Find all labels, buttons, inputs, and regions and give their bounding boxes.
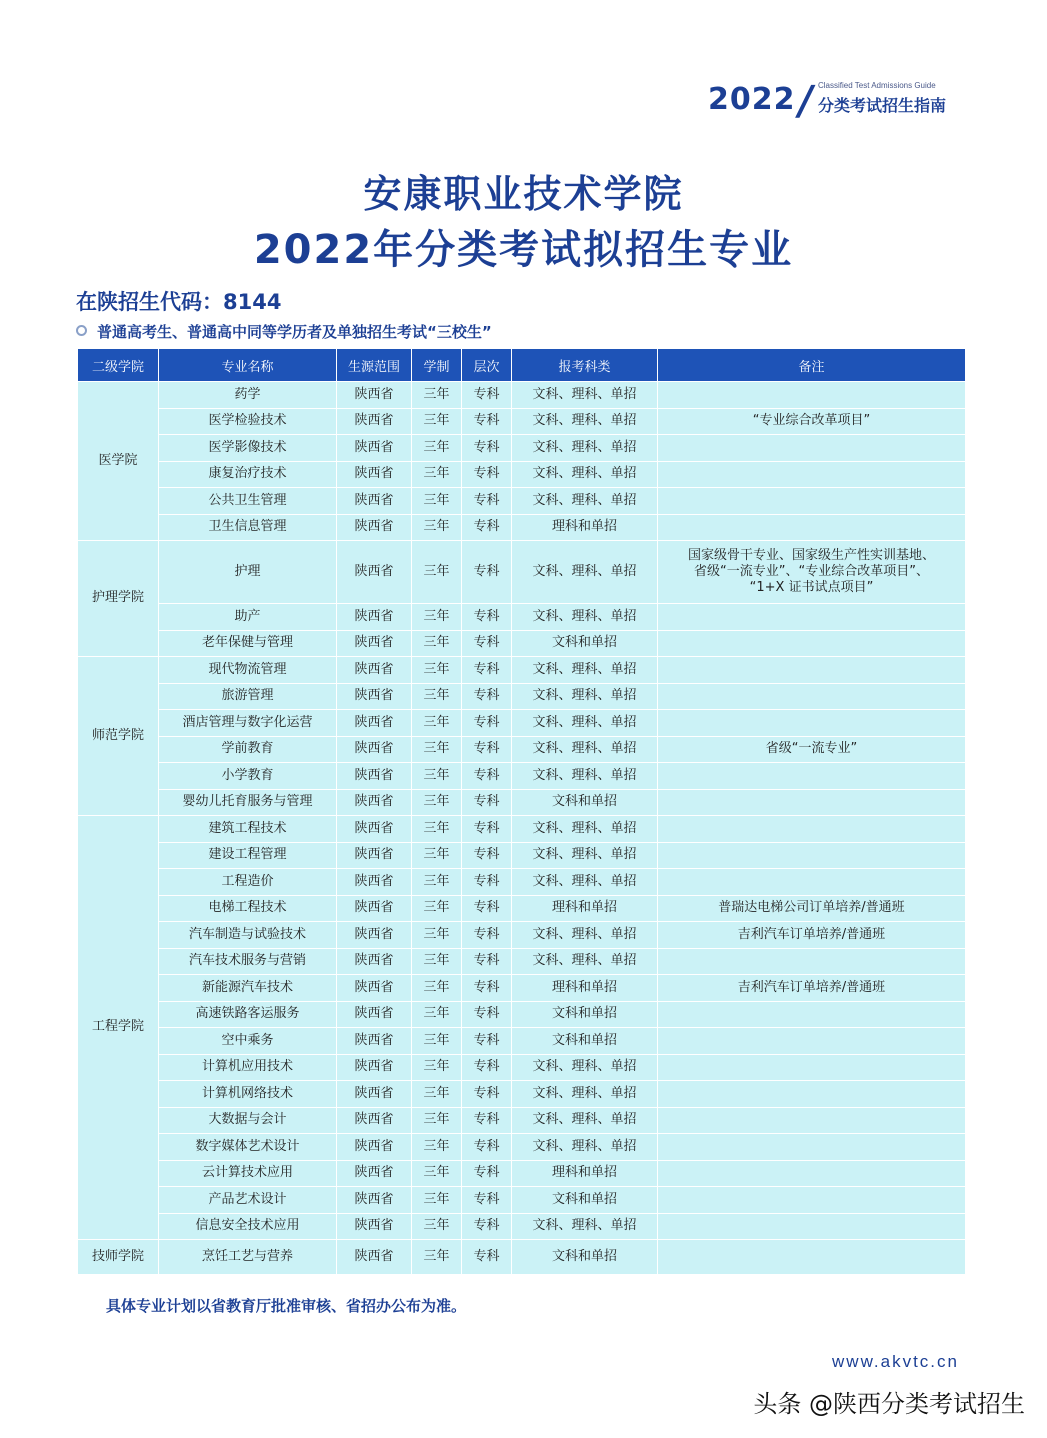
note-cell bbox=[658, 1107, 966, 1134]
note-cell bbox=[658, 435, 966, 462]
level-cell: 专科 bbox=[462, 1054, 512, 1081]
subjects-cell: 文科、理科、单招 bbox=[512, 1134, 658, 1161]
note-cell: 吉利汽车订单培养/普通班 bbox=[658, 975, 966, 1002]
level-cell: 专科 bbox=[462, 514, 512, 541]
note-cell bbox=[658, 461, 966, 488]
level-cell: 专科 bbox=[462, 604, 512, 631]
brand-year: 2022 bbox=[708, 82, 796, 117]
subjects-cell: 文科和单招 bbox=[512, 1187, 658, 1214]
table-row bbox=[78, 657, 966, 684]
years-cell: 三年 bbox=[412, 1107, 462, 1134]
table-row bbox=[78, 630, 966, 657]
level-cell: 专科 bbox=[462, 408, 512, 435]
scope-cell: 陕西省 bbox=[337, 683, 412, 710]
level-cell: 专科 bbox=[462, 461, 512, 488]
level-cell: 专科 bbox=[462, 1001, 512, 1028]
table-row bbox=[78, 408, 966, 435]
subjects-cell: 文科、理科、单招 bbox=[512, 763, 658, 790]
subjects-cell: 文科、理科、单招 bbox=[512, 1081, 658, 1108]
note-cell bbox=[658, 1240, 966, 1275]
major-cell: 大数据与会计 bbox=[159, 1107, 337, 1134]
subjects-cell: 文科、理科、单招 bbox=[512, 710, 658, 737]
years-cell: 三年 bbox=[412, 948, 462, 975]
table-row bbox=[78, 948, 966, 975]
subjects-cell: 文科和单招 bbox=[512, 789, 658, 816]
years-cell: 三年 bbox=[412, 1187, 462, 1214]
subjects-cell: 文科和单招 bbox=[512, 630, 658, 657]
table-row bbox=[78, 922, 966, 949]
note-cell bbox=[658, 710, 966, 737]
subjects-cell: 文科、理科、单招 bbox=[512, 816, 658, 843]
level-cell: 专科 bbox=[462, 1160, 512, 1187]
years-cell: 三年 bbox=[412, 514, 462, 541]
subjects-cell: 文科、理科、单招 bbox=[512, 541, 658, 604]
level-cell: 专科 bbox=[462, 1213, 512, 1240]
subjects-cell: 文科和单招 bbox=[512, 1001, 658, 1028]
table-row bbox=[78, 604, 966, 631]
years-cell: 三年 bbox=[412, 461, 462, 488]
major-cell: 康复治疗技术 bbox=[159, 461, 337, 488]
level-cell: 专科 bbox=[462, 657, 512, 684]
table-row bbox=[78, 1081, 966, 1108]
major-cell: 建筑工程技术 bbox=[159, 816, 337, 843]
table-row bbox=[78, 789, 966, 816]
table-row bbox=[78, 895, 966, 922]
major-cell: 医学检验技术 bbox=[159, 408, 337, 435]
years-cell: 三年 bbox=[412, 710, 462, 737]
table-row bbox=[78, 1160, 966, 1187]
table-row bbox=[78, 842, 966, 869]
note-cell bbox=[658, 1187, 966, 1214]
table-row bbox=[78, 1107, 966, 1134]
subjects-cell: 文科、理科、单招 bbox=[512, 683, 658, 710]
major-cell: 婴幼儿托育服务与管理 bbox=[159, 789, 337, 816]
note-cell bbox=[658, 1028, 966, 1055]
scope-cell: 陕西省 bbox=[337, 789, 412, 816]
subjects-cell: 理科和单招 bbox=[512, 1160, 658, 1187]
college-cell: 护理学院 bbox=[78, 541, 159, 657]
subjects-cell: 文科、理科、单招 bbox=[512, 435, 658, 462]
header-major: 专业名称 bbox=[159, 349, 337, 382]
bullet-icon bbox=[76, 325, 87, 336]
scope-cell: 陕西省 bbox=[337, 461, 412, 488]
years-cell: 三年 bbox=[412, 604, 462, 631]
subjects-cell: 文科、理科、单招 bbox=[512, 869, 658, 896]
years-cell: 三年 bbox=[412, 408, 462, 435]
scope-cell: 陕西省 bbox=[337, 1134, 412, 1161]
note-line: “1+X 证书试点项目” bbox=[749, 580, 874, 596]
note-cell bbox=[658, 1134, 966, 1161]
scope-cell: 陕西省 bbox=[337, 1240, 412, 1275]
note-line: 省级“一流专业”、“专业综合改革项目”、 bbox=[694, 563, 929, 579]
scope-cell: 陕西省 bbox=[337, 948, 412, 975]
years-cell: 三年 bbox=[412, 736, 462, 763]
header-subjects: 报考科类 bbox=[512, 349, 658, 382]
page-title-school: 安康职业技术学院 bbox=[363, 172, 684, 216]
website-url: www.akvtc.cn bbox=[832, 1352, 959, 1371]
major-cell: 公共卫生管理 bbox=[159, 488, 337, 515]
level-cell: 专科 bbox=[462, 842, 512, 869]
majors-table bbox=[77, 348, 966, 1275]
years-cell: 三年 bbox=[412, 1028, 462, 1055]
note-line: 国家级骨干专业、国家级生产性实训基地、 bbox=[687, 547, 935, 563]
level-cell: 专科 bbox=[462, 922, 512, 949]
scope-cell: 陕西省 bbox=[337, 816, 412, 843]
scope-cell: 陕西省 bbox=[337, 1001, 412, 1028]
header-scope: 生源范围 bbox=[337, 349, 412, 382]
subjects-cell: 文科、理科、单招 bbox=[512, 408, 658, 435]
years-cell: 三年 bbox=[412, 842, 462, 869]
note-cell bbox=[658, 630, 966, 657]
scope-cell: 陕西省 bbox=[337, 763, 412, 790]
table-row bbox=[78, 816, 966, 843]
years-cell: 三年 bbox=[412, 683, 462, 710]
subjects-cell: 文科、理科、单招 bbox=[512, 736, 658, 763]
years-cell: 三年 bbox=[412, 816, 462, 843]
source-watermark: 头条 @陕西分类考试招生 bbox=[753, 1390, 1025, 1418]
table-row bbox=[78, 435, 966, 462]
years-cell: 三年 bbox=[412, 1054, 462, 1081]
years-cell: 三年 bbox=[412, 922, 462, 949]
level-cell: 专科 bbox=[462, 710, 512, 737]
level-cell: 专科 bbox=[462, 948, 512, 975]
scope-cell: 陕西省 bbox=[337, 630, 412, 657]
subjects-cell: 文科、理科、单招 bbox=[512, 948, 658, 975]
major-cell: 医学影像技术 bbox=[159, 435, 337, 462]
level-cell: 专科 bbox=[462, 1134, 512, 1161]
table-row bbox=[78, 763, 966, 790]
note-cell bbox=[658, 382, 966, 409]
footer-note: 具体专业计划以省教育厅批准审核、省招办公布为准。 bbox=[106, 1297, 467, 1315]
scope-cell: 陕西省 bbox=[337, 869, 412, 896]
years-cell: 三年 bbox=[412, 382, 462, 409]
table-row bbox=[78, 1028, 966, 1055]
subjects-cell: 文科和单招 bbox=[512, 1028, 658, 1055]
major-cell: 现代物流管理 bbox=[159, 657, 337, 684]
major-cell: 药学 bbox=[159, 382, 337, 409]
major-cell: 数字媒体艺术设计 bbox=[159, 1134, 337, 1161]
major-cell: 旅游管理 bbox=[159, 683, 337, 710]
scope-cell: 陕西省 bbox=[337, 736, 412, 763]
table-header-row bbox=[78, 349, 966, 382]
table-row bbox=[78, 1134, 966, 1161]
scope-cell: 陕西省 bbox=[337, 1213, 412, 1240]
scope-cell: 陕西省 bbox=[337, 975, 412, 1002]
years-cell: 三年 bbox=[412, 975, 462, 1002]
scope-cell: 陕西省 bbox=[337, 842, 412, 869]
page-title-program: 2022年分类考试拟招生专业 bbox=[253, 227, 794, 273]
level-cell: 专科 bbox=[462, 763, 512, 790]
scope-cell: 陕西省 bbox=[337, 435, 412, 462]
subjects-cell: 理科和单招 bbox=[512, 895, 658, 922]
subjects-cell: 文科、理科、单招 bbox=[512, 382, 658, 409]
level-cell: 专科 bbox=[462, 975, 512, 1002]
majors-table-container bbox=[77, 348, 965, 1275]
table-row bbox=[78, 1240, 966, 1275]
table-row bbox=[78, 1187, 966, 1214]
table-row bbox=[78, 975, 966, 1002]
table-row bbox=[78, 683, 966, 710]
table-row bbox=[78, 541, 966, 604]
note-cell bbox=[658, 869, 966, 896]
scope-cell: 陕西省 bbox=[337, 514, 412, 541]
scope-cell: 陕西省 bbox=[337, 657, 412, 684]
years-cell: 三年 bbox=[412, 895, 462, 922]
level-cell: 专科 bbox=[462, 816, 512, 843]
years-cell: 三年 bbox=[412, 869, 462, 896]
major-cell: 护理 bbox=[159, 541, 337, 604]
brand-chinese-subtitle: 分类考试招生指南 bbox=[818, 96, 947, 115]
major-cell: 汽车制造与试验技术 bbox=[159, 922, 337, 949]
major-cell: 汽车技术服务与营销 bbox=[159, 948, 337, 975]
applicant-scope-line bbox=[76, 321, 492, 342]
college-cell: 技师学院 bbox=[78, 1240, 159, 1275]
table-row bbox=[78, 1001, 966, 1028]
scope-cell: 陕西省 bbox=[337, 895, 412, 922]
level-cell: 专科 bbox=[462, 435, 512, 462]
major-cell: 酒店管理与数字化运营 bbox=[159, 710, 337, 737]
note-cell bbox=[658, 541, 966, 604]
years-cell: 三年 bbox=[412, 1001, 462, 1028]
applicant-scope-text: 普通高考生、普通高中同等学历者及单独招生考试“三校生” bbox=[97, 323, 492, 341]
enrollment-code: 在陕招生代码：8144 bbox=[76, 290, 282, 314]
brand-logo bbox=[708, 78, 968, 124]
subjects-cell: 文科、理科、单招 bbox=[512, 604, 658, 631]
scope-cell: 陕西省 bbox=[337, 1187, 412, 1214]
note-cell: 吉利汽车订单培养/普通班 bbox=[658, 922, 966, 949]
college-cell: 医学院 bbox=[78, 382, 159, 541]
scope-cell: 陕西省 bbox=[337, 1160, 412, 1187]
major-cell: 计算机网络技术 bbox=[159, 1081, 337, 1108]
major-cell: 高速铁路客运服务 bbox=[159, 1001, 337, 1028]
note-cell bbox=[658, 604, 966, 631]
level-cell: 专科 bbox=[462, 541, 512, 604]
scope-cell: 陕西省 bbox=[337, 541, 412, 604]
level-cell: 专科 bbox=[462, 488, 512, 515]
major-cell: 助产 bbox=[159, 604, 337, 631]
table-body bbox=[78, 382, 966, 1275]
header-level: 层次 bbox=[462, 349, 512, 382]
note-cell bbox=[658, 683, 966, 710]
years-cell: 三年 bbox=[412, 1213, 462, 1240]
table-row bbox=[78, 461, 966, 488]
subjects-cell: 文科、理科、单招 bbox=[512, 461, 658, 488]
major-cell: 计算机应用技术 bbox=[159, 1054, 337, 1081]
subjects-cell: 理科和单招 bbox=[512, 975, 658, 1002]
years-cell: 三年 bbox=[412, 1134, 462, 1161]
subjects-cell: 文科、理科、单招 bbox=[512, 488, 658, 515]
scope-cell: 陕西省 bbox=[337, 382, 412, 409]
years-cell: 三年 bbox=[412, 763, 462, 790]
note-cell bbox=[658, 789, 966, 816]
table-row bbox=[78, 869, 966, 896]
note-cell bbox=[658, 763, 966, 790]
note-cell bbox=[658, 948, 966, 975]
table-row bbox=[78, 488, 966, 515]
years-cell: 三年 bbox=[412, 1081, 462, 1108]
subjects-cell: 文科、理科、单招 bbox=[512, 842, 658, 869]
years-cell: 三年 bbox=[412, 630, 462, 657]
level-cell: 专科 bbox=[462, 1187, 512, 1214]
table-row bbox=[78, 736, 966, 763]
brand-slash: / bbox=[793, 78, 817, 124]
note-cell bbox=[658, 1054, 966, 1081]
brand-english-subtitle: Classified Test Admissions Guide bbox=[818, 81, 936, 90]
scope-cell: 陕西省 bbox=[337, 710, 412, 737]
level-cell: 专科 bbox=[462, 683, 512, 710]
subjects-cell: 文科、理科、单招 bbox=[512, 922, 658, 949]
scope-cell: 陕西省 bbox=[337, 408, 412, 435]
subjects-cell: 文科和单招 bbox=[512, 1240, 658, 1275]
scope-cell: 陕西省 bbox=[337, 488, 412, 515]
years-cell: 三年 bbox=[412, 541, 462, 604]
major-cell: 产品艺术设计 bbox=[159, 1187, 337, 1214]
major-cell: 建设工程管理 bbox=[159, 842, 337, 869]
level-cell: 专科 bbox=[462, 789, 512, 816]
note-cell bbox=[658, 1160, 966, 1187]
major-cell: 老年保健与管理 bbox=[159, 630, 337, 657]
table-row bbox=[78, 382, 966, 409]
college-cell: 工程学院 bbox=[78, 816, 159, 1240]
major-cell: 信息安全技术应用 bbox=[159, 1213, 337, 1240]
major-cell: 工程造价 bbox=[159, 869, 337, 896]
table-row bbox=[78, 710, 966, 737]
scope-cell: 陕西省 bbox=[337, 1028, 412, 1055]
note-cell: 普瑞达电梯公司订单培养/普通班 bbox=[658, 895, 966, 922]
note-cell bbox=[658, 657, 966, 684]
college-cell: 师范学院 bbox=[78, 657, 159, 816]
note-cell bbox=[658, 1001, 966, 1028]
note-cell bbox=[658, 1081, 966, 1108]
level-cell: 专科 bbox=[462, 1028, 512, 1055]
major-cell: 空中乘务 bbox=[159, 1028, 337, 1055]
years-cell: 三年 bbox=[412, 657, 462, 684]
table-row bbox=[78, 514, 966, 541]
years-cell: 三年 bbox=[412, 789, 462, 816]
years-cell: 三年 bbox=[412, 435, 462, 462]
subjects-cell: 文科、理科、单招 bbox=[512, 657, 658, 684]
level-cell: 专科 bbox=[462, 1107, 512, 1134]
scope-cell: 陕西省 bbox=[337, 922, 412, 949]
major-cell: 新能源汽车技术 bbox=[159, 975, 337, 1002]
header-college: 二级学院 bbox=[78, 349, 159, 382]
scope-cell: 陕西省 bbox=[337, 1081, 412, 1108]
level-cell: 专科 bbox=[462, 630, 512, 657]
years-cell: 三年 bbox=[412, 1160, 462, 1187]
major-cell: 卫生信息管理 bbox=[159, 514, 337, 541]
note-cell bbox=[658, 1213, 966, 1240]
major-cell: 学前教育 bbox=[159, 736, 337, 763]
table-row bbox=[78, 1213, 966, 1240]
level-cell: 专科 bbox=[462, 736, 512, 763]
major-cell: 电梯工程技术 bbox=[159, 895, 337, 922]
years-cell: 三年 bbox=[412, 488, 462, 515]
header-years: 学制 bbox=[412, 349, 462, 382]
level-cell: 专科 bbox=[462, 1240, 512, 1275]
scope-cell: 陕西省 bbox=[337, 604, 412, 631]
subjects-cell: 文科、理科、单招 bbox=[512, 1107, 658, 1134]
table-row bbox=[78, 1054, 966, 1081]
note-cell bbox=[658, 842, 966, 869]
subjects-cell: 文科、理科、单招 bbox=[512, 1054, 658, 1081]
scope-cell: 陕西省 bbox=[337, 1054, 412, 1081]
note-cell bbox=[658, 514, 966, 541]
scope-cell: 陕西省 bbox=[337, 1107, 412, 1134]
level-cell: 专科 bbox=[462, 1081, 512, 1108]
level-cell: 专科 bbox=[462, 869, 512, 896]
note-cell: 省级“一流专业” bbox=[658, 736, 966, 763]
level-cell: 专科 bbox=[462, 382, 512, 409]
major-cell: 小学教育 bbox=[159, 763, 337, 790]
note-cell bbox=[658, 488, 966, 515]
major-cell: 云计算技术应用 bbox=[159, 1160, 337, 1187]
level-cell: 专科 bbox=[462, 895, 512, 922]
subjects-cell: 理科和单招 bbox=[512, 514, 658, 541]
subjects-cell: 文科、理科、单招 bbox=[512, 1213, 658, 1240]
note-cell: “专业综合改革项目” bbox=[658, 408, 966, 435]
years-cell: 三年 bbox=[412, 1240, 462, 1275]
header-note: 备注 bbox=[658, 349, 966, 382]
note-cell bbox=[658, 816, 966, 843]
major-cell: 烹饪工艺与营养 bbox=[159, 1240, 337, 1275]
